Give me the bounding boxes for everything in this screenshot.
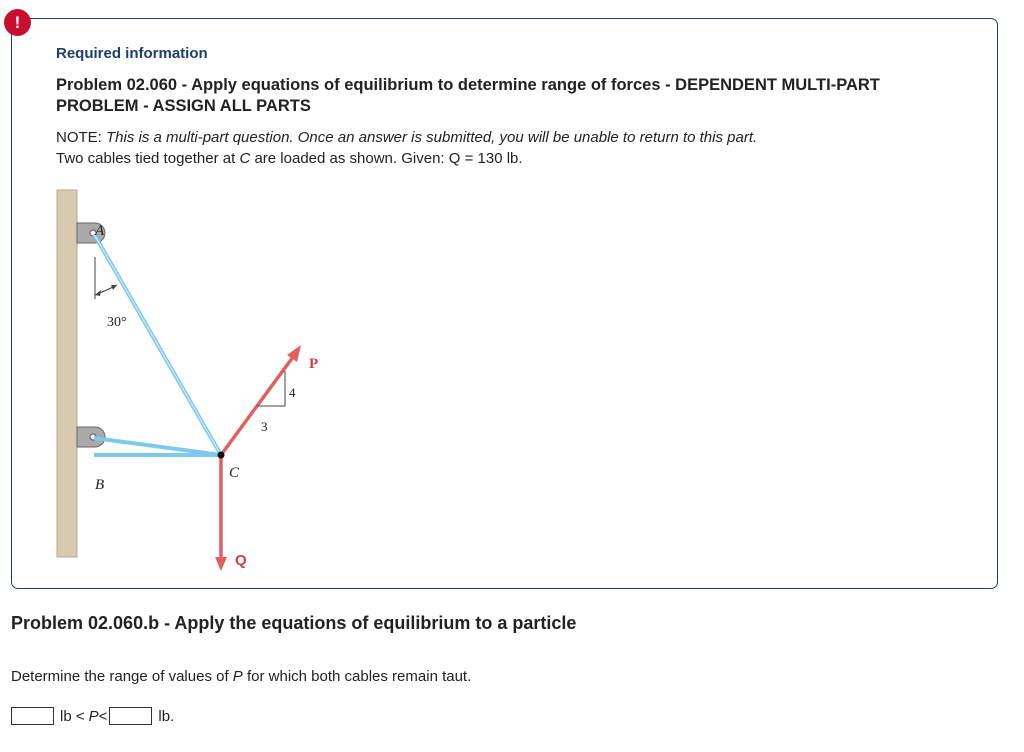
alert-icon: ! <box>4 9 31 36</box>
angle-label: 30° <box>107 315 127 330</box>
label-a: A <box>95 223 105 239</box>
label-c: C <box>229 465 240 481</box>
point-c <box>218 452 225 459</box>
part-b-title: Problem 02.060.b - Apply the equations of equilibrium to a particle <box>11 613 577 633</box>
given-line: Two cables tied together at C are loaded as shown. Given: Q = 130 lb. <box>56 150 523 167</box>
cable-figure <box>57 187 317 567</box>
upper-bound-input[interactable] <box>109 707 152 725</box>
cable-bc <box>94 438 221 455</box>
required-information-label: Required information <box>56 45 208 62</box>
lower-bound-input[interactable] <box>11 707 54 725</box>
required-info-panel <box>11 18 998 589</box>
note-line: NOTE: This is a multi-part question. Once an answer is submitted, you will be unable to return to this part. <box>56 129 758 146</box>
label-q: Q <box>235 552 247 569</box>
problem-title: Problem 02.060 - Apply equations of equilibrium to determine range of forces - DEPENDENT MULTI-PART PROBLEM - ASSIGN ALL PARTS <box>56 76 880 115</box>
question-text: Determine the range of values of P for which both cables remain taut. <box>11 668 472 685</box>
slope-run-label: 3 <box>261 419 268 434</box>
problem-note <box>56 127 757 169</box>
label-b: B <box>95 477 105 493</box>
label-p: P <box>309 356 319 372</box>
wall <box>57 190 77 557</box>
answer-row: lb < P < lb. <box>11 707 174 725</box>
slope-rise-label: 4 <box>289 385 296 400</box>
note-text: This is a multi-part question. Once an answer is submitted, you will be unable to return to this part. <box>106 129 758 146</box>
